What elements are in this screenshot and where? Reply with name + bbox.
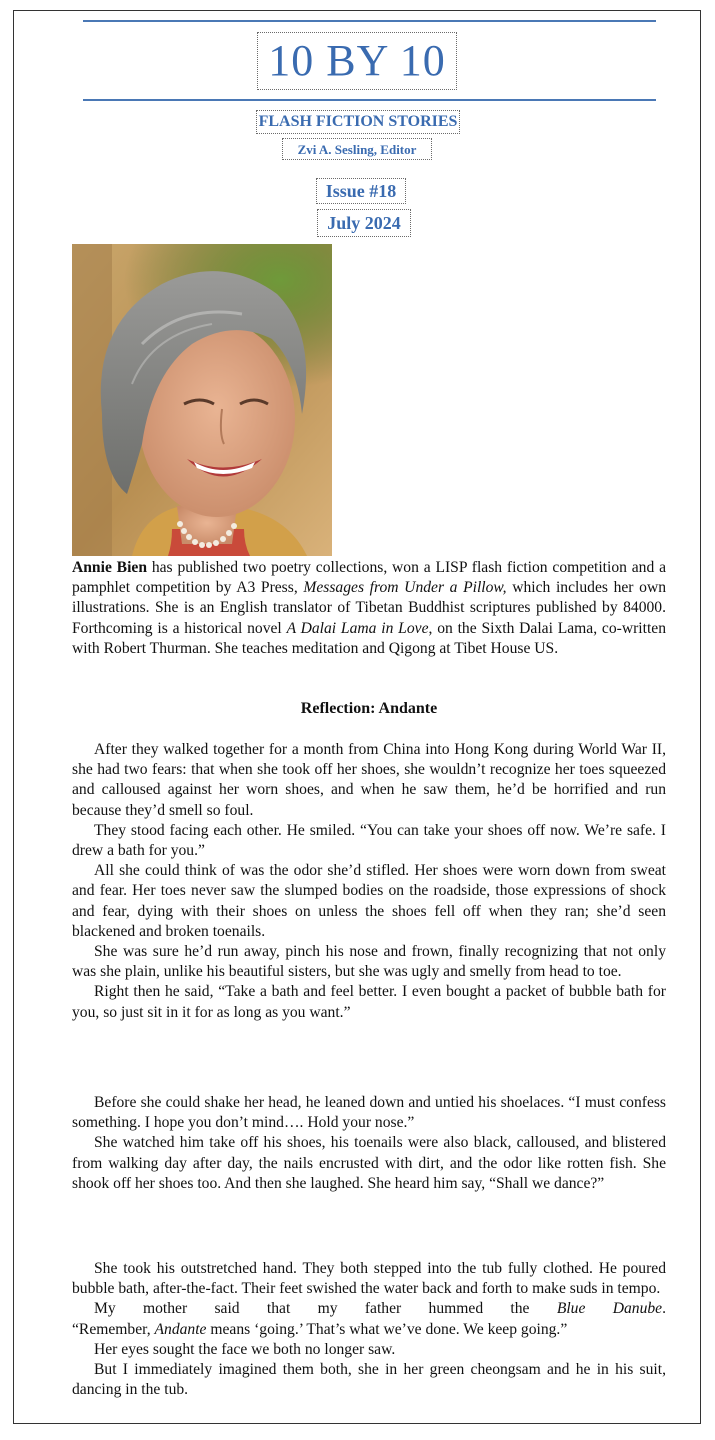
author-bio — [72, 558, 666, 659]
story-title: Reflection: Andante — [300, 700, 438, 717]
story-paragraph: Right then he said, “Take a bath and feel better. I even bought a packet of bubble bath for you, so just sit in it for as long as you want.” — [72, 983, 666, 1021]
masthead-rule — [83, 99, 656, 101]
story-paragraph: She took his outstretched hand. They both stepped into the tub fully clothed. He poured bubble bath, after-the-fact. Their feet swished the water back and forth to make suds in tempo. — [72, 1260, 666, 1298]
story-paragraph: But I immediately imagined them both, she in her green cheongsam and he in his suit, dancing in the tub. — [72, 1361, 666, 1399]
song-title: Blue Danube — [556, 1300, 663, 1318]
story-paragraph: Her eyes sought the face we both no longer saw. — [94, 1340, 396, 1358]
bio-text-1: has published two poetry collections, won a LISP flash fiction competition and a pamphlet competition by A3 Press, — [72, 559, 666, 597]
story-paragraph — [72, 1320, 666, 1340]
story-paragraph: All she could think of was the odor she’d stifled. Her shoes were worn down from sweat and fear. Her toes never saw the slumped bodies on the roadside, those expressions of shock and fear, dying with their shoes on unless the shoes fell off when they ran; she’d seen blackened and broken toenails. — [72, 862, 666, 940]
story-paragraph: They stood facing each other. He smiled. “You can take your shoes off now. We’re safe. I drew a bath for you.” — [72, 821, 666, 860]
story-text: “Remember, — [72, 1320, 155, 1338]
author-name: Annie Bien — [72, 559, 148, 576]
bio-text-2: which includes her own illustrations. She is an English translator of Tibetan Buddhist scriptures published by 84000. Forthcoming is a historical novel — [72, 579, 667, 637]
story-paragraph: After they walked together for a month from China into Hong Kong during World War II, she had two fears: that when she took off her shoes, she wouldn’t recognize her toes squeezed and calloused against her worn shoes, and when he saw them, he’d be horrified and run because they’d smell so foul. — [72, 741, 666, 819]
story-text: . — [662, 1300, 666, 1318]
book-title-dalai-lama: A Dalai Lama in Love — [286, 619, 429, 637]
masthead-title: 10 BY 10 — [257, 32, 457, 90]
bio-paragraph — [72, 558, 666, 659]
top-rule — [83, 20, 656, 22]
story-section-1 — [72, 740, 666, 1023]
author-photo — [72, 244, 332, 556]
issue-number: Issue #18 — [316, 178, 406, 204]
story-paragraph: She was sure he’d run away, pinch his nose and frown, finally recognizing that not only was she plain, unlike his beautiful sisters, but she was ugly and smelly from head to toe. — [72, 943, 666, 981]
book-title-messages: Messages from Under a Pillow, — [303, 579, 507, 597]
issue-date: July 2024 — [317, 209, 411, 237]
story-paragraph — [72, 1299, 666, 1319]
tempo-term: Andante — [154, 1320, 207, 1338]
bio-text-3: , on the Sixth Dalai Lama, co-written with Robert Thurman. She teaches meditation and Qigong at Tibet House US. — [72, 619, 667, 657]
story-paragraph: Before she could shake her head, he leaned down and untied his shoelaces. “I must confess something. I hope you don’t mind…. Hold your nose.” — [72, 1094, 666, 1132]
story-text: means ‘going.’ That’s what we’ve done. We keep going.” — [206, 1320, 568, 1338]
story-paragraph: She watched him take off his shoes, his toenails were also black, calloused, and blistered from walking day after day, the nails encrusted with dirt, and the odor like rotten fish. She shook off her shoes too. And then she laughed. She heard him say, “Shall we dance?” — [72, 1134, 666, 1192]
subtitle: FLASH FICTION STORIES — [256, 110, 460, 134]
story-section-3 — [72, 1259, 666, 1400]
story-section-2 — [72, 1093, 666, 1194]
story-text: My mother said that my father hummed the — [94, 1300, 557, 1318]
editor-credit: Zvi A. Sesling, Editor — [282, 138, 432, 160]
